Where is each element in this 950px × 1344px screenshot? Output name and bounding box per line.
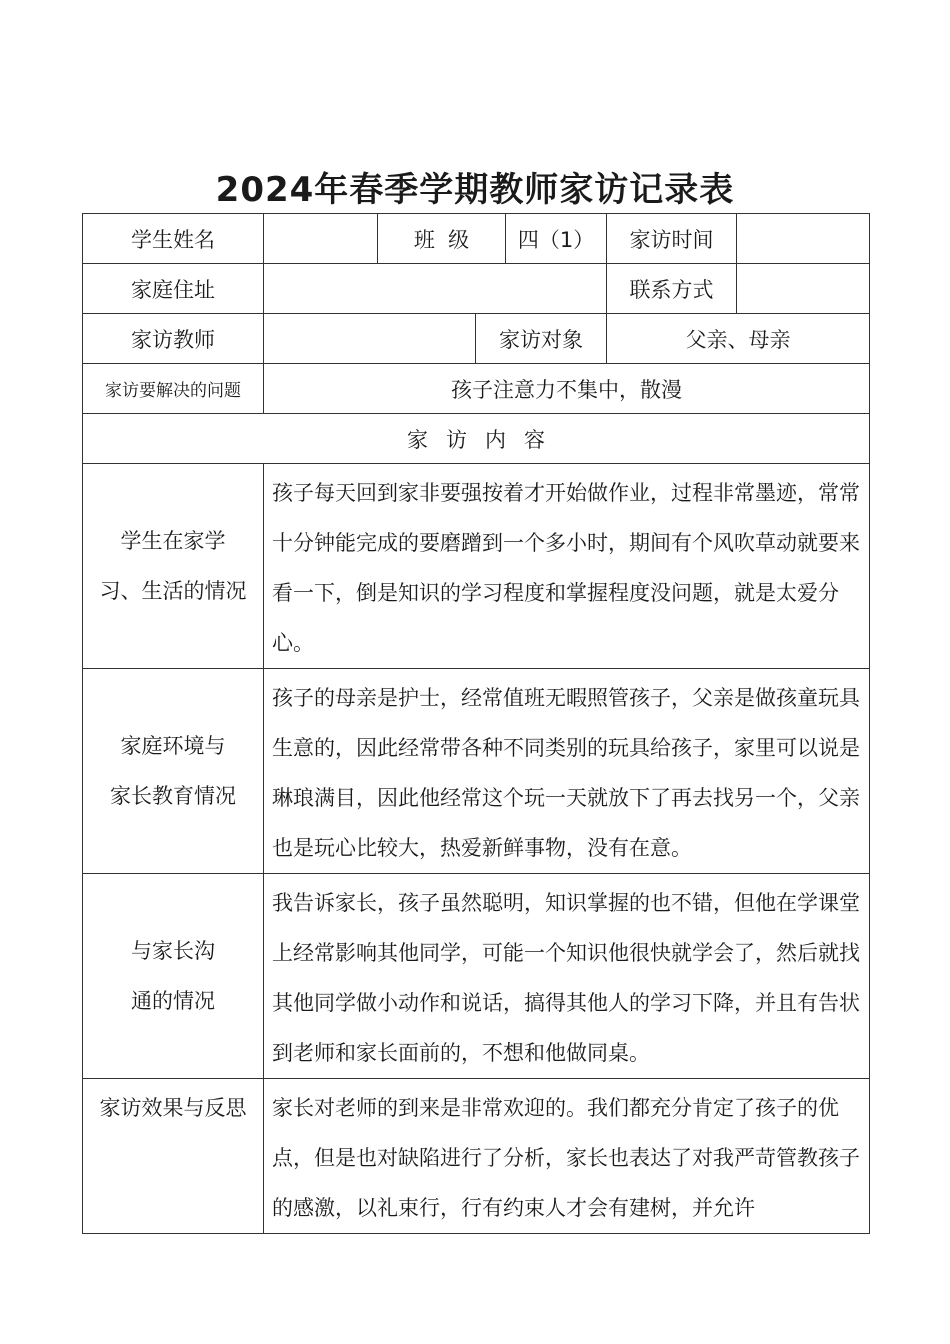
- section-text-family-env[interactable]: 孩子的母亲是护士，经常值班无暇照管孩子，父亲是做孩童玩具生意的，因此经常带各种不同类别的玩具给孩子，家里可以说是琳琅满目，因此他经常这个玩一天就放下了再去找另一个，父亲也是玩心比较大，热爱新鲜事物，没有在意。: [264, 669, 870, 874]
- class-value[interactable]: 四（1）: [506, 214, 607, 264]
- target-label: 家访对象: [476, 314, 607, 364]
- visit-time-label: 家访时间: [607, 214, 737, 264]
- visit-time-field[interactable]: [737, 214, 870, 264]
- row-communication: [83, 874, 870, 1079]
- teacher-label: 家访教师: [83, 314, 264, 364]
- address-field[interactable]: [264, 264, 607, 314]
- section-label-family-env: [83, 669, 264, 874]
- section-label-line: 通的情况: [131, 989, 215, 1013]
- row-teacher: [83, 314, 870, 364]
- row-reflection: [83, 1079, 870, 1234]
- issue-label: 家访要解决的问题: [83, 364, 264, 414]
- section-label-study-life: [83, 464, 264, 669]
- section-text-study-life[interactable]: 孩子每天回到家非要强按着才开始做作业，过程非常墨迹，常常十分钟能完成的要磨蹭到一个多小时，期间有个风吹草动就要来看一下，倒是知识的学习程度和掌握程度没问题，就是太爱分心。: [264, 464, 870, 669]
- section-label-communication: [83, 874, 264, 1079]
- address-label: 家庭住址: [83, 264, 264, 314]
- class-label: 班 级: [378, 214, 506, 264]
- target-value[interactable]: 父亲、母亲: [607, 314, 870, 364]
- contact-field[interactable]: [737, 264, 870, 314]
- row-student: [83, 214, 870, 264]
- row-content-header: [83, 414, 870, 464]
- teacher-field[interactable]: [264, 314, 476, 364]
- section-text-reflection[interactable]: 家长对老师的到来是非常欢迎的。我们都充分肯定了孩子的优点，但是也对缺陷进行了分析，家长也表达了对我严苛管教孩子的感激，以礼束行，行有约束人才会有建树，并允许: [264, 1079, 870, 1234]
- home-visit-form: [82, 213, 870, 1234]
- issue-value[interactable]: 孩子注意力不集中，散漫: [264, 364, 870, 414]
- section-label-line: 习、生活的情况: [99, 579, 247, 603]
- row-study-life: [83, 464, 870, 669]
- row-address: [83, 264, 870, 314]
- contact-label: 联系方式: [607, 264, 737, 314]
- section-label-line: 学生在家学: [120, 529, 226, 553]
- section-text-communication[interactable]: 我告诉家长，孩子虽然聪明，知识掌握的也不错，但他在学课堂上经常影响其他同学，可能一个知识他很快就学会了，然后就找其他同学做小动作和说话，搞得其他人的学习下降，并且有告状到老师和家长面前的，不想和他做同桌。: [264, 874, 870, 1079]
- section-label-line: 家庭环境与: [120, 734, 226, 758]
- section-label-line: 与家长沟: [131, 939, 215, 963]
- row-family-env: [83, 669, 870, 874]
- section-label-line: 家长教育情况: [110, 784, 236, 808]
- student-name-label: 学生姓名: [83, 214, 264, 264]
- row-issue: [83, 364, 870, 414]
- page-title: 2024年春季学期教师家访记录表: [215, 170, 735, 210]
- section-label-reflection: 家访效果与反思: [83, 1079, 264, 1234]
- student-name-field[interactable]: [264, 214, 378, 264]
- content-header: 家访内容: [83, 414, 870, 464]
